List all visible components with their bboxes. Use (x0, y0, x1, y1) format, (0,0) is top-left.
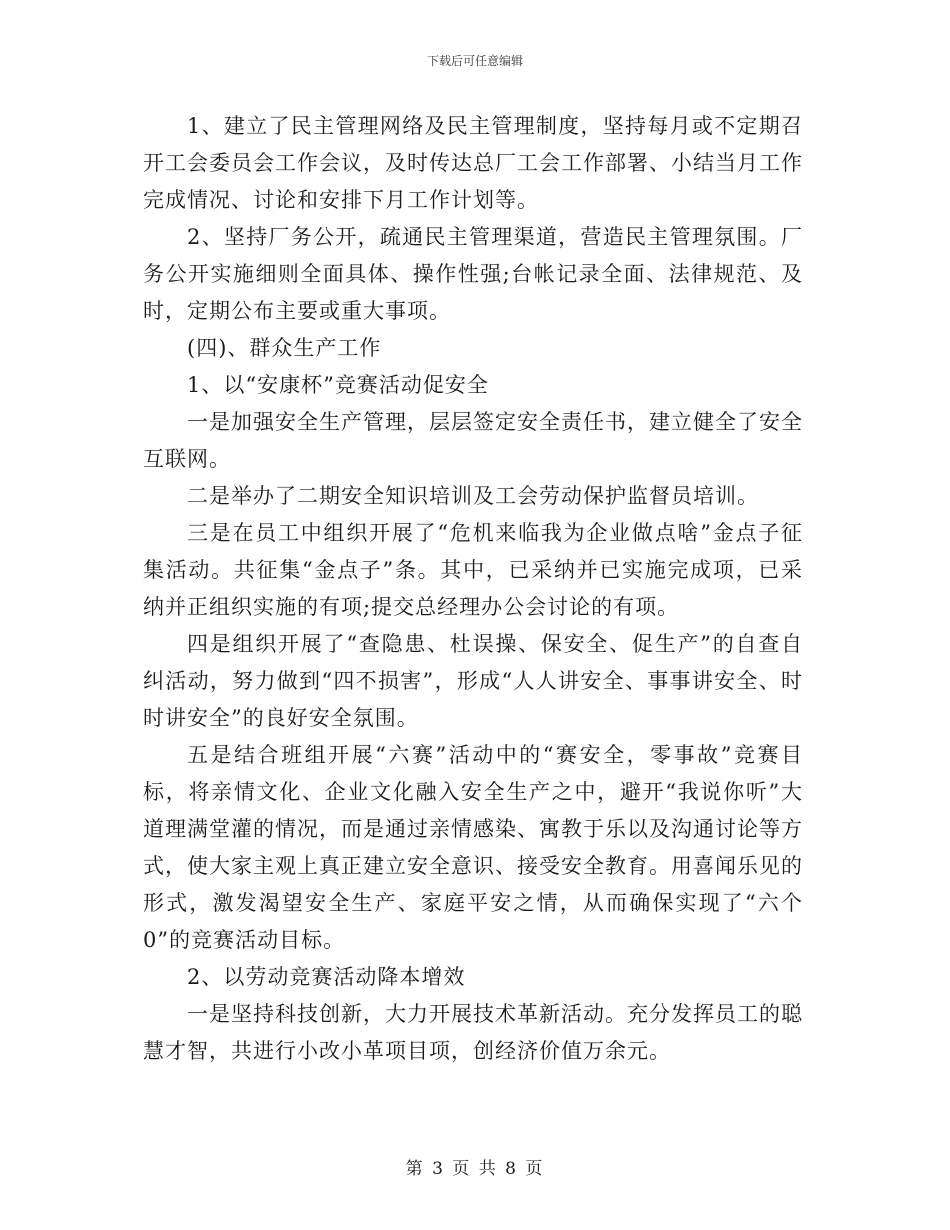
paragraph-democratic-network: 1、建立了民主管理网络及民主管理制度，坚持每月或不定期召开工会委员会工作会议，及时传达总厂工会工作部署、小结当月工作完成情况、讨论和安排下月工作计划等。 (143, 114, 803, 212)
page-header-note: 下载后可任意编辑 (426, 54, 523, 68)
subheading-ankang-cup: 1、以“安康杯”竞赛活动促安全 (187, 373, 489, 397)
paragraph-hazard-check: 四是组织开展了“查隐患、杜误操、保安全、促生产”的自查自纠活动，努力做到“四不损害”，形成“人人讲安全、事事讲安全、时时讲安全”的良好安全氛围。 (143, 632, 803, 730)
paragraph-tech-innovation: 一是坚持科技创新，大力开展技术革新活动。充分发挥员工的聪慧才智，共进行小改小革项目项，创经济价值万余元。 (143, 1002, 803, 1063)
paragraph-six-contests: 五是结合班组开展“六赛”活动中的“赛安全，零事故”竞赛目标，将亲情文化、企业文化融入安全生产之中，避开“我说你听”大道理满堂灌的情况，而是通过亲情感染、寓教于乐以及沟通讨论等方式，使大家主观上真正建立安全意识、接受安全教育。用喜闻乐见的形式，激发渴望安全生产、家庭平安之情，从而确保实现了“六个0”的竞赛活动目标。 (143, 743, 803, 952)
subheading-labor-competition: 2、以劳动竞赛活动降本增效 (187, 965, 466, 989)
paragraph-golden-ideas: 三是在员工中组织开展了“危机来临我为企业做点啥”金点子征集活动。共征集“金点子”条。其中，已采纳并已实施完成项，已采纳并正组织实施的有项;提交总经理办公会讨论的有项。 (143, 521, 803, 619)
paragraph-factory-affairs: 2、坚持厂务公开，疏通民主管理渠道，营造民主管理氛围。厂务公开实施细则全面具体、操作性强;台帐记录全面、法律规范、及时，定期公布主要或重大事项。 (143, 225, 803, 323)
section-heading-mass-production: (四)、群众生产工作 (187, 336, 382, 360)
document-body (143, 108, 803, 1070)
paragraph-safety-management: 一是加强安全生产管理，层层签定安全责任书，建立健全了安全互联网。 (143, 410, 803, 471)
paragraph-safety-training: 二是举办了二期安全知识培训及工会劳动保护监督员培训。 (187, 484, 759, 508)
page-number: 第 3 页 共 8 页 (405, 1159, 545, 1179)
